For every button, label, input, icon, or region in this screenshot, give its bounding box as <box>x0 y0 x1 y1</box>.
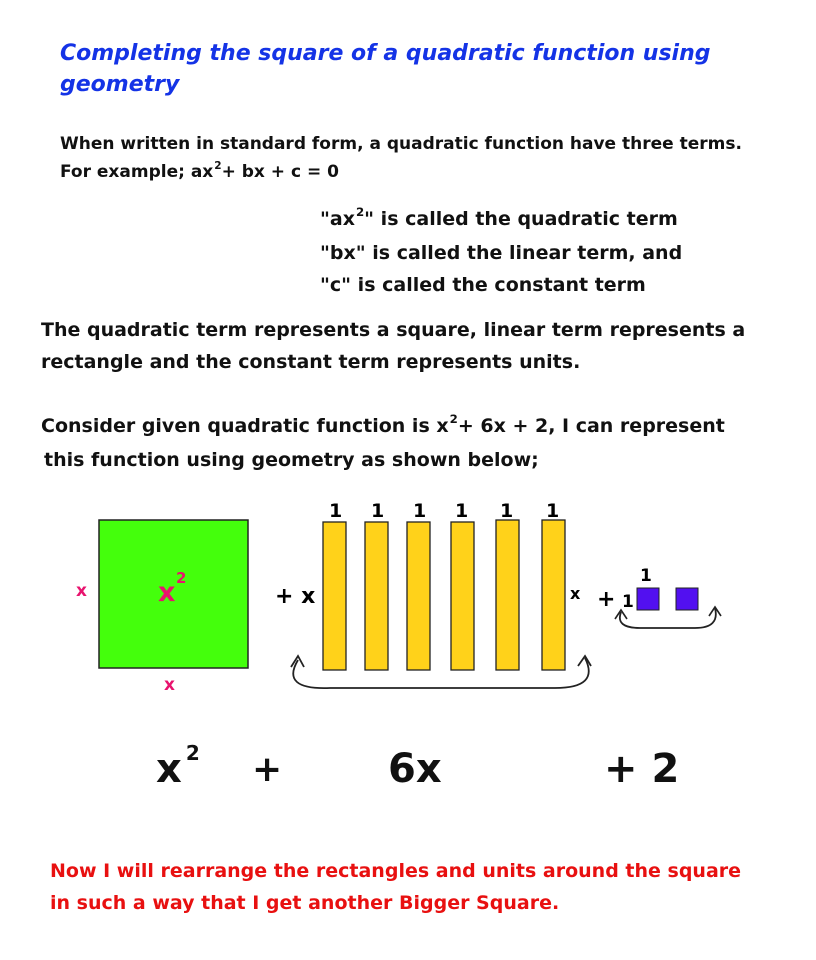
intro-line-2 <box>60 158 742 188</box>
term-linear: "bx" is called the linear term, and <box>320 242 683 264</box>
consider-pre: Consider given quadratic function is x <box>41 415 449 437</box>
x-squared-exponent: 2 <box>176 569 187 587</box>
page-title <box>60 38 800 100</box>
unit-plus-label: + <box>597 587 616 612</box>
unit-tile <box>676 588 698 610</box>
equation-x-exponent: 2 <box>185 741 200 765</box>
intro-example-pre: For example; ax <box>60 162 214 182</box>
intro-example-exponent: 2 <box>214 159 222 172</box>
intro-text <box>60 130 742 188</box>
term-quadratic <box>320 203 682 237</box>
x-tile <box>451 522 474 670</box>
conclusion-text <box>50 855 741 919</box>
rectangle-height-label: x <box>570 584 581 603</box>
equation-constant-term: + 2 <box>604 746 680 792</box>
x-tile-width-label: 1 <box>371 500 385 522</box>
term-quadratic-pre: "ax <box>320 208 355 230</box>
x-tile-width-label: 1 <box>329 500 343 522</box>
x-tile-width-label: 1 <box>455 500 469 522</box>
x-tile-width-label: 1 <box>500 500 514 522</box>
unit-tile <box>637 588 659 610</box>
x-tile <box>323 522 346 670</box>
x-squared-label: x <box>158 577 176 608</box>
x-tile <box>407 522 430 670</box>
conclusion-line-1: Now I will rearrange the rectangles and units around the square <box>50 860 742 882</box>
unit-top-label: 1 <box>640 566 652 586</box>
equation-x-base: x <box>156 746 182 792</box>
intro-example-post: + bx + c = 0 <box>221 162 339 182</box>
x-tile-width-label: 1 <box>546 500 560 522</box>
consider-line-2: this function using geometry as shown below; <box>44 449 539 471</box>
x-tile-width-label: 1 <box>413 500 427 522</box>
consider-exponent: 2 <box>449 411 458 426</box>
consider-line-1 <box>41 410 725 444</box>
units-rearrange-arrow <box>620 608 716 628</box>
arrowhead-right-icon <box>578 656 591 666</box>
square-side-left-label: x <box>76 581 87 601</box>
term-quadratic-exponent: 2 <box>355 204 365 219</box>
algebra-tiles-diagram <box>0 490 816 720</box>
explanation-line-2: rectangle and the constant term represents units. <box>41 351 581 373</box>
square-side-bottom-label: x <box>164 675 175 695</box>
x-tile <box>496 520 519 670</box>
consider-text <box>41 410 725 476</box>
x-tile <box>365 522 388 670</box>
term-constant: "c" is called the constant term <box>320 274 646 296</box>
explanation-line-1: The quadratic term represents a square, linear term represents a <box>41 319 746 341</box>
title-line-2: geometry <box>60 72 180 97</box>
intro-line-1: When written in standard form, a quadratic function have three terms. <box>60 134 742 154</box>
equation-linear-term: 6x <box>388 746 442 792</box>
explanation-text <box>41 314 745 378</box>
term-quadratic-post: " is called the quadratic term <box>364 208 678 230</box>
unit-side-label: 1 <box>622 592 634 612</box>
x-tile <box>542 520 565 670</box>
consider-post: + 6x + 2, I can represent <box>457 415 725 437</box>
equation-x-squared <box>156 741 200 792</box>
equation-plus: + <box>252 749 283 790</box>
linear-tiles <box>323 500 565 670</box>
terms-list <box>320 203 682 301</box>
title-line-1: Completing the square of a quadratic function using <box>60 41 711 66</box>
plus-x-label: + x <box>275 584 316 609</box>
conclusion-line-2: in such a way that I get another Bigger Square. <box>50 892 560 914</box>
